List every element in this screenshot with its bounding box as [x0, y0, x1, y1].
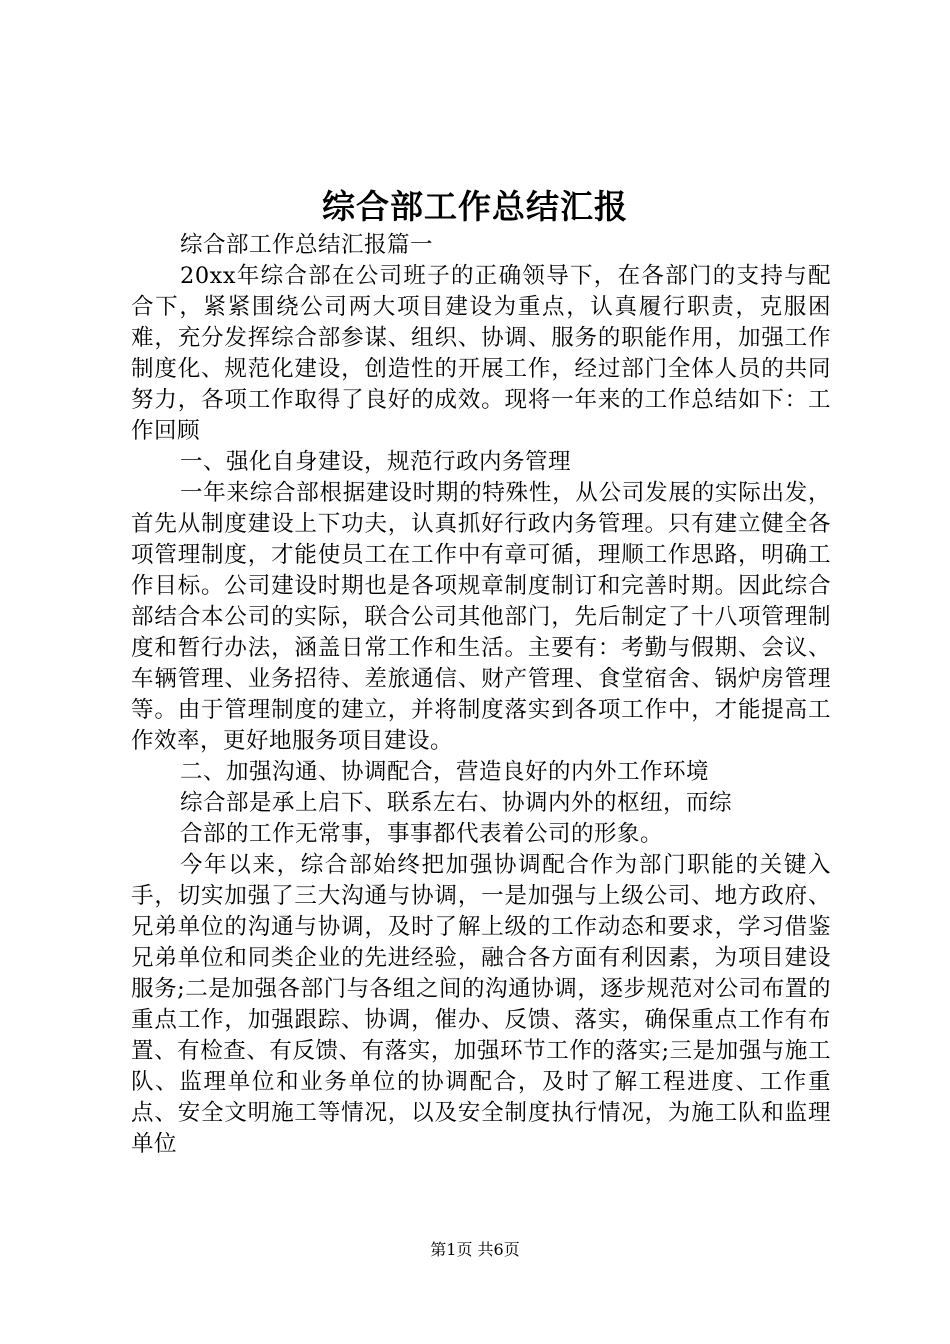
paragraph: 今年以来，综合部始终把加强协调配合作为部门职能的关键入手，切实加强了三大沟通与协调，一是加强与上级公司、地方政府、兄弟单位的沟通与协调，及时了解上级的工作动态和要求，学习借鉴兄弟单位和同类企业的先进经验，融合各方面有利因素，为项目建设服务;二是加强各部门与各组之间的沟通协调，逐步规范对公司布置的重点工作，加强跟踪、协调，催办、反馈、落实，确保重点工作有布置、有检查、有反馈、有落实，加强环节工作的落实;三是加强与施工队、监理单位和业务单位的协调配合，及时了解工程进度、工作重点、安全文明施工等情况，以及安全制度执行情况，为施工队和监理单位: [131, 852, 831, 1157]
section-heading: 二、加强沟通、协调配合，营造良好的内外工作环境: [180, 759, 710, 785]
document-title: 综合部工作总结汇报: [322, 187, 628, 226]
section-heading: 一、强化自身建设，规范行政内务管理: [180, 449, 572, 475]
document-body: [131, 230, 831, 1160]
paragraph: 合部的工作无常事，事事都代表着公司的形象。: [180, 821, 664, 847]
paragraph: 一年来综合部根据建设时期的特殊性，从公司发展的实际出发，首先从制度建设上下功夫，认真抓好行政内务管理。只有建立健全各项管理制度，才能使员工在工作中有章可循，理顺工作思路，明确工作目标。公司建设时期也是各项规章制度制订和完善时期。因此综合部结合本公司的实际，联合公司其他部门，先后制定了十八项管理制度和暂行办法，涵盖日常工作和生活。主要有：考勤与假期、会议、车辆管理、业务招待、差旅通信、财产管理、食堂宿舍、锅炉房管理等。由于管理制度的建立，并将制度落实到各项工作中，才能提高工作效率，更好地服务项目建设。: [131, 480, 831, 754]
paragraph: 综合部是承上启下、联系左右、协调内外的枢纽，而综: [180, 790, 733, 816]
page-indicator: 第1页 共6页: [430, 1240, 520, 1259]
paragraph: 20xx年综合部在公司班子的正确领导下，在各部门的支持与配合下，紧紧围绕公司两大项目建设为重点，认真履行职责，克服困难，充分发挥综合部参谋、组织、协调、服务的职能作用，加强工作制度化、规范化建设，创造性的开展工作，经过部门全体人员的共同努力，各项工作取得了良好的成效。现将一年来的工作总结如下：工作回顾: [131, 263, 831, 444]
section-heading: 综合部工作总结汇报篇一: [180, 232, 434, 258]
